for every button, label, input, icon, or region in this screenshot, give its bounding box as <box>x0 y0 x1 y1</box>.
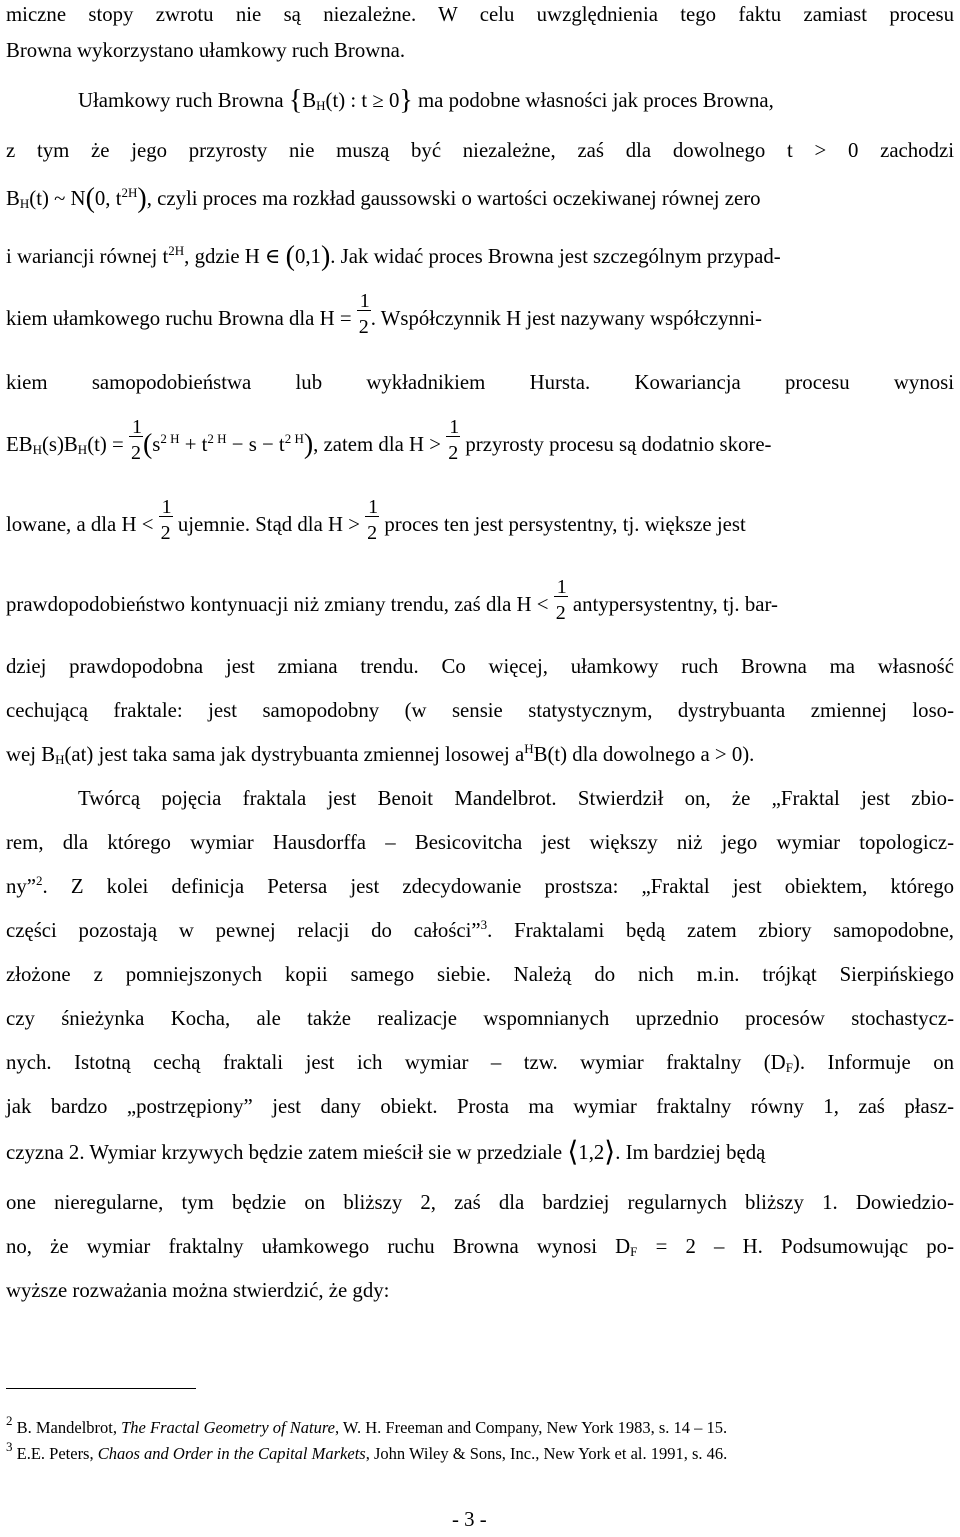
text-span: , zatem dla H > <box>313 433 441 456</box>
text-span: prawdopodobieństwo kontynuacji niż zmiany trendu, zaś dla H < <box>6 593 549 616</box>
text-line <box>6 1137 766 1168</box>
paren-close: ) <box>303 429 314 460</box>
formula-text: + t <box>179 433 208 456</box>
footnote: $^3$ E.E. Peters, Chaos and Order in the Capital Markets, John Wiley & Sons, Inc., New York et al. 1991, s. 46. <box>6 1439 728 1463</box>
footnote: $^2$ B. Mandelbrot, The Fractal Geometry of Nature, W. H. Freeman and Company, New York 1983, s. 14 – 15. <box>6 1413 728 1437</box>
text-line: miczne stopy zwrotu nie są niezależne. W celu uwzględnienia tego faktu zamiast procesu <box>6 3 954 26</box>
text-span: . Jak widać proces Browna jest szczególnym przypad- <box>330 245 781 268</box>
footnote-mark: 2 <box>6 1413 13 1428</box>
superscript: 2H <box>168 243 185 258</box>
fraction: $\frac{1}{2}$ <box>160 496 172 545</box>
angle-close: ⟩ <box>604 1137 616 1168</box>
fraction: $\frac{1}{2}$ <box>130 416 142 465</box>
text-span: lowane, a dla H < <box>6 513 154 536</box>
text-line <box>6 416 772 465</box>
text-span: B(t) dla dowolnego a > 0). <box>533 743 755 766</box>
fraction: $\frac{1}{2}$ <box>367 496 379 545</box>
superscript: 2H <box>121 185 138 200</box>
paren-open: ( <box>142 429 153 460</box>
text-span: , gdzie H ∈ <box>184 245 281 268</box>
text-span: ma podobne własności jak proces Browna, <box>418 89 774 112</box>
text-span: ). Informuje on <box>792 1051 954 1074</box>
superscript: 2 H <box>284 431 304 446</box>
text-line: Browna wykorzystano ułamkowy ruch Browna. <box>6 39 406 62</box>
text-span: antypersystentny, tj. bar- <box>572 593 778 616</box>
formula-text: (t) = <box>87 433 124 456</box>
superscript: H <box>524 741 534 756</box>
text-line <box>6 1234 954 1260</box>
text-span: , czyli proces ma rozkład gaussowski o wartości oczekiwanej równej zero <box>146 187 761 210</box>
formula-text: EB <box>6 433 33 456</box>
footnote-ref: 2 <box>36 873 43 888</box>
text-span: no, że wymiar fraktalny ułamkowego ruchu Browna wynosi D <box>6 1235 631 1258</box>
text-span: przyrosty procesu są dodatnio skore- <box>465 433 772 456</box>
text-line: złożone z pomniejszonych kopii samego siebie. Należą do nich m.in. trójkąt Sierpińskiego <box>6 963 954 986</box>
paren-close: ) <box>320 241 331 272</box>
text-line: dziej prawdopodobna jest zmiana trendu. Co więcej, ułamkowy ruch Browna ma własność <box>6 655 954 678</box>
formula-text: B <box>6 187 20 210</box>
formula-text: 0,1 <box>294 245 321 268</box>
footnote-separator <box>6 1388 196 1389</box>
subscript: H <box>316 98 326 113</box>
text-line: one nieregularne, tym będzie on bliższy 2, zaś dla bardziej regularnych bliższy 1. Dowiedzio- <box>6 1191 954 1214</box>
text-line <box>6 918 954 944</box>
subscript: H <box>55 752 65 767</box>
text-line <box>6 496 746 545</box>
text-span: (at) jest taka sama jak dystrybuanta zmiennej losowej a <box>64 743 525 766</box>
text-span: . Fraktalami będą zatem zbiory samopodobne, <box>487 919 954 942</box>
footnote-mark: 3 <box>6 1439 13 1454</box>
subscript: F <box>630 1244 638 1259</box>
formula-text: B <box>302 89 317 112</box>
text-span: części pozostają w pewnej relacji do całości” <box>6 919 481 942</box>
fraction: $\frac{1}{2}$ <box>448 416 460 465</box>
text-span: proces ten jest persystentny, tj. większe jest <box>384 513 746 536</box>
subscript: H <box>19 196 30 211</box>
text-line: rem, dla którego wymiar Hausdorffa – Besicovitcha jest większy niż jego wymiar topologicz- <box>6 831 954 854</box>
text-line: jak bardzo „postrzępiony” jest dany obiekt. Prosta ma wymiar fraktalny równy 1, zaś płasz- <box>6 1095 954 1118</box>
text-line: Twórcą pojęcia fraktala jest Benoit Mandelbrot. Stwierdził on, że „Fraktal jest zbio- <box>78 787 954 810</box>
formula-text: s <box>152 433 161 456</box>
text-span: i wariancji równej t <box>6 245 169 268</box>
text-span: . Z kolei definicja Petersa jest zdecydowanie prostsza: „Fraktal jest obiektem, którego <box>42 875 954 898</box>
subscript: H <box>32 442 42 457</box>
superscript: 2 H <box>160 431 180 446</box>
text-span: wej B <box>6 743 56 766</box>
text-line: cechującą fraktale: jest samopodobny (w sensie statystycznym, dystrybuanta zmiennej loso- <box>6 699 954 722</box>
text-line <box>6 874 954 900</box>
paren-open: ( <box>85 183 95 214</box>
text-span: = 2 – H. Podsumowując po- <box>637 1235 955 1258</box>
formula-text: 1,2 <box>578 1141 605 1164</box>
formula-text: 0, t <box>94 187 122 210</box>
text-span: ny” <box>6 875 37 898</box>
text-span: . Współczynnik H jest nazywany współczynni- <box>370 307 762 330</box>
brace-open: { <box>288 85 303 116</box>
text-span: nych. Istotną cechą fraktali jest ich wymiar – tzw. wymiar fraktalny (D <box>6 1051 786 1074</box>
footnote-ref: 3 <box>480 917 488 932</box>
formula-text: (s)B <box>41 433 78 456</box>
text-line <box>6 1050 954 1076</box>
formula-text: (t) ~ N <box>29 187 86 210</box>
fraction: $\frac{1}{2}$ <box>358 290 370 339</box>
text-line <box>6 241 781 272</box>
text-span: . Im bardziej będą <box>615 1141 766 1164</box>
text-line <box>6 290 762 339</box>
subscript: H <box>77 442 88 457</box>
paren-open: ( <box>285 241 295 272</box>
text-line: czy śnieżynka Kocha, ale także realizacje wspomnianych uprzednio procesów stochastycz- <box>6 1007 954 1030</box>
text-span: Ułamkowy ruch Browna <box>78 89 284 112</box>
formula-text: (t) : t ≥ 0 <box>325 89 400 112</box>
formula-text: − s − t <box>226 433 285 456</box>
text-line: z tym że jego przyrosty nie muszą być niezależne, zaś dla dowolnego t > 0 zachodzi <box>6 139 954 162</box>
text-line <box>6 742 754 768</box>
text-line: kiem samopodobieństwa lub wykładnikiem Hursta. Kowariancja procesu wynosi <box>6 371 954 394</box>
subscript: F <box>785 1060 793 1075</box>
text-line <box>6 576 778 625</box>
text-span: kiem ułamkowego ruchu Browna dla H = <box>6 307 352 330</box>
angle-open: ⟨ <box>567 1137 579 1168</box>
text-line <box>6 183 761 214</box>
superscript: 2 H <box>207 431 227 446</box>
book-title: Chaos and Order in the Capital Markets <box>97 1444 366 1463</box>
fraction: $\frac{1}{2}$ <box>555 576 567 625</box>
brace-close: } <box>399 85 413 116</box>
page-number: - 3 - <box>452 1508 487 1531</box>
paren-close: ) <box>137 183 147 214</box>
text-line <box>78 85 774 116</box>
text-span: ujemnie. Stąd dla H > <box>177 513 360 536</box>
text-span: czyzna 2. Wymiar krzywych będzie zatem mieścił sie w przedziale <box>6 1141 563 1164</box>
book-title: The Fractal Geometry of Nature <box>121 1418 335 1437</box>
text-line: wyższe rozważania można stwierdzić, że gdy: <box>6 1279 390 1302</box>
